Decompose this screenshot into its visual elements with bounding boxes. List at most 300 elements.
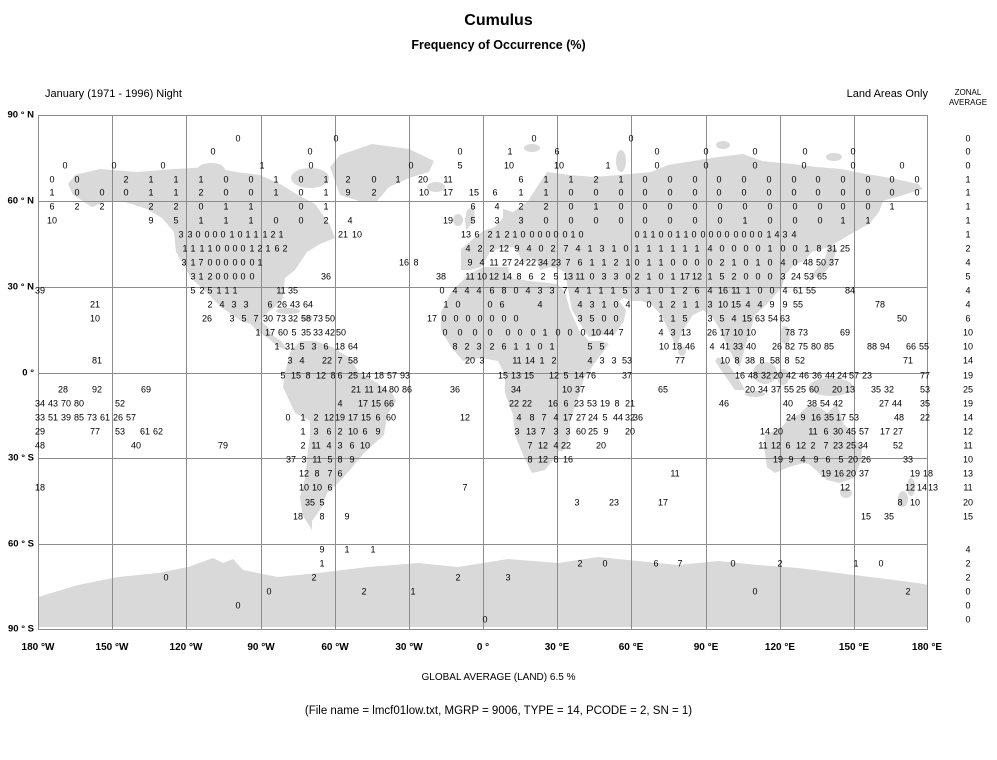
grid-value: 0	[914, 187, 920, 198]
grid-value: 10	[359, 440, 371, 451]
grid-value: 0	[618, 201, 624, 212]
grid-value: 25	[839, 243, 851, 254]
grid-value: 1	[865, 215, 871, 226]
grid-value: 40	[782, 398, 794, 409]
grid-value: 9	[813, 454, 819, 465]
grid-value: 1	[767, 243, 773, 254]
grid-value: 15	[730, 299, 742, 310]
grid-value: 8	[816, 243, 822, 254]
grid-value: 5	[207, 285, 213, 296]
zonal-average-value: 15	[962, 511, 973, 522]
grid-value: 6	[499, 299, 505, 310]
grid-value: 0	[628, 133, 634, 144]
zonal-average-value: 4	[965, 257, 971, 268]
grid-value: 0	[840, 187, 846, 198]
grid-value: 20	[624, 426, 636, 437]
grid-value: 4	[731, 313, 737, 324]
grid-value: 2	[257, 243, 263, 254]
grid-value: 0	[767, 271, 773, 282]
grid-value: 23	[573, 398, 585, 409]
grid-value: 2	[207, 271, 213, 282]
grid-value: 3	[311, 341, 317, 352]
grid-value: 44	[612, 412, 624, 423]
grid-value: 6	[267, 299, 273, 310]
grid-value: 20	[831, 384, 843, 395]
grid-value: 8	[553, 454, 559, 465]
grid-value: 23	[550, 257, 562, 268]
grid-value: 11	[731, 285, 741, 296]
grid-value: 50	[815, 257, 827, 268]
grid-value: 4	[553, 440, 559, 451]
grid-value: 32	[883, 384, 895, 395]
grid-value: 27	[892, 426, 904, 437]
grid-value: 4	[707, 243, 713, 254]
grid-value: 0	[741, 174, 747, 185]
grid-value: 0	[792, 257, 798, 268]
grid-value: 0	[266, 586, 272, 597]
grid-value: 0	[298, 201, 304, 212]
grid-value: 41	[719, 341, 731, 352]
grid-value: 36	[320, 271, 332, 282]
grid-value: 2	[123, 174, 129, 185]
grid-value: 2	[682, 285, 688, 296]
grid-value: 1	[262, 229, 268, 240]
grid-value: 3	[577, 313, 583, 324]
grid-value: 6	[528, 271, 534, 282]
grid-value: 14	[759, 426, 771, 437]
grid-value: 1	[605, 160, 611, 171]
grid-value: 0	[543, 215, 549, 226]
grid-value: 7	[823, 440, 829, 451]
grid-value: 1	[259, 160, 265, 171]
grid-value: 2	[199, 285, 205, 296]
grid-value: 4	[537, 299, 543, 310]
grid-value: 5	[599, 341, 605, 352]
grid-value: 24	[790, 271, 802, 282]
grid-value: 1	[507, 146, 513, 157]
grid-value: 1	[198, 271, 204, 282]
grid-value: 51	[47, 412, 59, 423]
grid-value: 10	[347, 426, 359, 437]
grid-value: 1	[323, 187, 329, 198]
grid-value: 4	[577, 299, 583, 310]
zonal-average-value: 2	[965, 572, 971, 583]
page-subtitle: Frequency of Occurrence (%)	[411, 38, 586, 52]
grid-value: 43	[47, 398, 59, 409]
grid-value: 22	[919, 412, 931, 423]
grid-value: 17	[657, 497, 669, 508]
grid-value: 0	[232, 271, 238, 282]
island-ireland	[453, 214, 463, 226]
grid-value: 1	[518, 187, 524, 198]
grid-value: 16	[717, 285, 729, 296]
grid-value: 28	[57, 384, 69, 395]
grid-value: 0	[555, 327, 561, 338]
grid-value: 57	[386, 370, 398, 381]
grid-value: 1	[148, 187, 154, 198]
grid-value: 18	[671, 341, 683, 352]
grid-value: 53	[621, 355, 633, 366]
grid-value: 11	[276, 285, 286, 296]
grid-value: 6	[337, 370, 343, 381]
zonal-average-value: 0	[965, 133, 971, 144]
grid-value: 1	[525, 341, 531, 352]
grid-value: 42	[785, 370, 797, 381]
grid-value: 0	[757, 229, 763, 240]
grid-value: 63	[779, 313, 791, 324]
grid-value: 1	[549, 341, 555, 352]
grid-value: 0	[545, 229, 551, 240]
grid-value: 5	[553, 271, 559, 282]
grid-value: 44	[891, 398, 903, 409]
grid-value: 25	[795, 384, 807, 395]
grid-value: 0	[717, 215, 723, 226]
grid-value: 38	[744, 355, 756, 366]
grid-value: 7	[337, 355, 343, 366]
map-area	[34, 115, 939, 630]
grid-value: 1	[683, 229, 689, 240]
grid-value: 18	[292, 511, 304, 522]
grid-value: 37	[858, 468, 870, 479]
grid-value: 12	[839, 482, 851, 493]
grid-value: 17	[357, 398, 369, 409]
grid-value: 1	[273, 187, 279, 198]
grid-value: 1	[601, 299, 607, 310]
grid-value: 2	[487, 229, 493, 240]
grid-value: 0	[298, 187, 304, 198]
grid-value: 15	[860, 511, 872, 522]
grid-value: 0	[792, 201, 798, 212]
grid-value: 0	[537, 229, 543, 240]
grid-value: 0	[658, 285, 664, 296]
grid-value: 1	[586, 285, 592, 296]
grid-value: 0	[791, 187, 797, 198]
grid-value: 4	[219, 299, 225, 310]
grid-value: 2	[777, 558, 783, 569]
grid-value: 0	[815, 174, 821, 185]
grid-value: 15	[290, 370, 302, 381]
grid-value: 0	[223, 174, 229, 185]
grid-value: 3	[287, 355, 293, 366]
x-axis-tick-label: 120 °W	[169, 642, 203, 653]
grid-value: 6	[653, 558, 659, 569]
zonal-average-value: 1	[965, 187, 971, 198]
grid-value: 9	[467, 257, 473, 268]
grid-value: 9	[603, 426, 609, 437]
grid-value: 1	[173, 174, 179, 185]
grid-value: 5	[241, 313, 247, 324]
grid-value: 8	[330, 370, 336, 381]
zonal-average-value: 0	[965, 160, 971, 171]
grid-value: 61	[792, 285, 804, 296]
x-axis-tick-label: 0 °	[476, 642, 490, 653]
grid-value: 4	[465, 243, 471, 254]
grid-value: 5	[280, 370, 286, 381]
grid-value: 17	[879, 426, 891, 437]
grid-value: 4	[800, 454, 806, 465]
grid-value: 2	[323, 215, 329, 226]
grid-value: 14	[916, 482, 928, 493]
zonal-average-value: 14	[962, 355, 973, 366]
y-axis-tick-label: 60 ° S	[8, 538, 34, 550]
grid-value: 78	[784, 327, 796, 338]
zonal-average-value: 0	[965, 146, 971, 157]
grid-value: 0	[529, 229, 535, 240]
grid-value: 1	[618, 174, 624, 185]
grid-value: 50	[896, 313, 908, 324]
x-axis-tick-label: 180 °E	[911, 642, 943, 653]
grid-value: 1	[742, 215, 748, 226]
grid-value: 5	[190, 285, 196, 296]
grid-value: 45	[845, 426, 857, 437]
zonal-average-value: 20	[962, 497, 973, 508]
grid-value: 1	[853, 558, 859, 569]
grid-value: 65	[816, 271, 828, 282]
grid-value: 33	[732, 341, 744, 352]
grid-value: 3	[479, 355, 485, 366]
grid-value: 18	[922, 468, 934, 479]
grid-value: 0	[634, 229, 640, 240]
grid-value: 1	[670, 313, 676, 324]
grid-value: 0	[465, 313, 471, 324]
grid-value: 14	[376, 384, 388, 395]
grid-value: 13	[844, 384, 856, 395]
grid-value: 27	[878, 398, 890, 409]
grid-value: 7	[618, 327, 624, 338]
grid-value: 0	[538, 243, 544, 254]
grid-value: 0	[692, 201, 698, 212]
grid-value: 0	[755, 271, 761, 282]
grid-value: 8	[529, 412, 535, 423]
grid-value: 50	[335, 327, 347, 338]
grid-value: 12	[488, 271, 500, 282]
zonal-average-value: 10	[962, 341, 973, 352]
island-new-siberian	[826, 153, 842, 161]
grid-value: 4	[347, 215, 353, 226]
grid-value: 17	[719, 327, 731, 338]
grid-value: 0	[204, 229, 210, 240]
grid-value: 1	[658, 299, 664, 310]
grid-value: 12	[904, 482, 916, 493]
grid-value: 2	[670, 299, 676, 310]
grid-value: 55	[805, 285, 817, 296]
grid-value: 53	[848, 412, 860, 423]
grid-value: 26	[860, 454, 872, 465]
grid-value: 10	[717, 299, 729, 310]
grid-value: 1	[248, 215, 254, 226]
grid-value: 0	[618, 215, 624, 226]
grid-value: 1	[646, 243, 652, 254]
grid-value: 3	[537, 285, 543, 296]
grid-value: 2	[550, 243, 556, 254]
grid-value: 24	[836, 370, 848, 381]
grid-value: 0	[801, 160, 807, 171]
grid-value: 32	[287, 313, 299, 324]
grid-value: 0	[850, 160, 856, 171]
grid-value: 25	[845, 440, 857, 451]
grid-value: 0	[568, 215, 574, 226]
grid-value: 0	[248, 187, 254, 198]
x-axis-tick-label: 90 °W	[247, 642, 275, 653]
grid-value: 53	[586, 398, 598, 409]
grid-value: 0	[613, 299, 619, 310]
grid-value: 26	[706, 327, 718, 338]
grid-value: 10	[590, 327, 602, 338]
grid-value: 0	[49, 174, 55, 185]
grid-value: 0	[792, 215, 798, 226]
grid-value: 7	[541, 412, 547, 423]
grid-value: 8	[516, 271, 522, 282]
grid-value: 40	[745, 341, 757, 352]
grid-value: 0	[224, 243, 230, 254]
grid-value: 0	[741, 187, 747, 198]
grid-value: 1	[323, 174, 329, 185]
grid-value: 0	[716, 187, 722, 198]
grid-value: 1	[182, 243, 188, 254]
grid-value: 0	[766, 187, 772, 198]
grid-value: 0	[733, 229, 739, 240]
y-axis-tick-label: 30 ° N	[7, 281, 34, 293]
grid-value: 1	[682, 243, 688, 254]
grid-value: 1	[395, 174, 401, 185]
grid-value: 21	[89, 299, 101, 310]
grid-value: 12	[548, 370, 560, 381]
grid-value: 0	[568, 201, 574, 212]
grid-value: 1	[601, 257, 607, 268]
grid-value: 0	[658, 271, 664, 282]
grid-value: 1	[658, 243, 664, 254]
grid-value: 8	[413, 257, 419, 268]
grid-value: 4	[476, 285, 482, 296]
grid-value: 0	[273, 215, 279, 226]
grid-value: 18	[34, 482, 46, 493]
grid-value: 11	[364, 384, 374, 395]
grid-value: 1	[323, 201, 329, 212]
grid-value: 12	[298, 468, 310, 479]
grid-value: 10	[561, 384, 573, 395]
grid-value: 0	[791, 174, 797, 185]
grid-value: 2	[489, 341, 495, 352]
grid-value: 0	[755, 243, 761, 254]
grid-value: 0	[62, 160, 68, 171]
grid-value: 9	[375, 426, 381, 437]
grid-value: 62	[152, 426, 164, 437]
grid-value: 0	[752, 146, 758, 157]
grid-value: 0	[667, 215, 673, 226]
x-axis-tick-label: 30 °E	[544, 642, 570, 653]
grid-value: 0	[477, 313, 483, 324]
grid-value: 17	[679, 271, 691, 282]
grid-value: 31	[826, 243, 838, 254]
grid-value: 0	[667, 174, 673, 185]
grid-value: 4	[553, 412, 559, 423]
grid-value: 11	[512, 355, 522, 366]
grid-value: 8	[784, 355, 790, 366]
grid-value: 71	[902, 355, 914, 366]
grid-value: 3	[589, 299, 595, 310]
grid-value: 26	[276, 299, 288, 310]
grid-value: 2	[313, 412, 319, 423]
x-axis-tick-label: 60 °W	[321, 642, 349, 653]
grid-value: 0	[513, 313, 519, 324]
grid-value: 0	[513, 285, 519, 296]
x-axis-tick-label: 120 °E	[764, 642, 796, 653]
grid-value: 0	[667, 201, 673, 212]
grid-value: 2	[270, 229, 276, 240]
grid-value: 2	[551, 355, 557, 366]
grid-value: 1	[694, 243, 700, 254]
grid-value: 61	[99, 412, 111, 423]
grid-value: 36	[811, 370, 823, 381]
grid-value: 19	[599, 398, 611, 409]
grid-value: 35	[300, 327, 312, 338]
grid-value: 17	[835, 412, 847, 423]
grid-value: 2	[810, 440, 816, 451]
grid-value: 1	[694, 299, 700, 310]
grid-value: 0	[457, 146, 463, 157]
grid-value: 3	[518, 215, 524, 226]
grid-value: 10	[311, 482, 323, 493]
grid-value: 35	[870, 384, 882, 395]
grid-value: 16	[398, 257, 410, 268]
grid-value: 2	[455, 572, 461, 583]
grid-value: 10	[658, 341, 670, 352]
grid-value: 48	[802, 257, 814, 268]
grid-value: 2	[905, 586, 911, 597]
grid-value: 0	[223, 257, 229, 268]
grid-value: 37	[285, 454, 297, 465]
grid-value: 4	[337, 398, 343, 409]
grid-value: 52	[794, 355, 806, 366]
grid-value: 25	[587, 426, 599, 437]
grid-value: 29	[34, 426, 46, 437]
grid-value: 0	[724, 229, 730, 240]
grid-value: 80	[388, 384, 400, 395]
grid-value: 22	[321, 355, 333, 366]
grid-value: 17	[442, 187, 454, 198]
zonal-average-value: 11	[963, 440, 973, 451]
period-label: January (1971 - 1996) Night	[45, 88, 182, 100]
grid-value: 1	[682, 299, 688, 310]
grid-value: 6	[489, 285, 495, 296]
grid-value: 0	[442, 327, 448, 338]
grid-value: 1	[223, 201, 229, 212]
grid-value: 27	[501, 257, 513, 268]
grid-value: 10	[418, 187, 430, 198]
grid-value: 1	[198, 174, 204, 185]
grid-value: 60	[277, 327, 289, 338]
grid-value: 0	[731, 243, 737, 254]
grid-value: 1	[587, 243, 593, 254]
grid-value: 0	[235, 600, 241, 611]
island-severnaya-zemlya	[716, 141, 730, 149]
grid-value: 2	[361, 586, 367, 597]
grid-value: 6	[327, 482, 333, 493]
grid-value: 0	[817, 201, 823, 212]
grid-value: 0	[767, 215, 773, 226]
grid-value: 1	[670, 285, 676, 296]
grid-value: 82	[784, 341, 796, 352]
grid-value: 9	[514, 243, 520, 254]
grid-value: 2	[577, 558, 583, 569]
grid-value: 0	[865, 201, 871, 212]
grid-value: 3	[599, 355, 605, 366]
page-title: Cumulus	[464, 12, 533, 29]
grid-value: 0	[198, 201, 204, 212]
grid-value: 0	[642, 215, 648, 226]
grid-value: 1	[224, 285, 230, 296]
grid-value: 20	[772, 426, 784, 437]
